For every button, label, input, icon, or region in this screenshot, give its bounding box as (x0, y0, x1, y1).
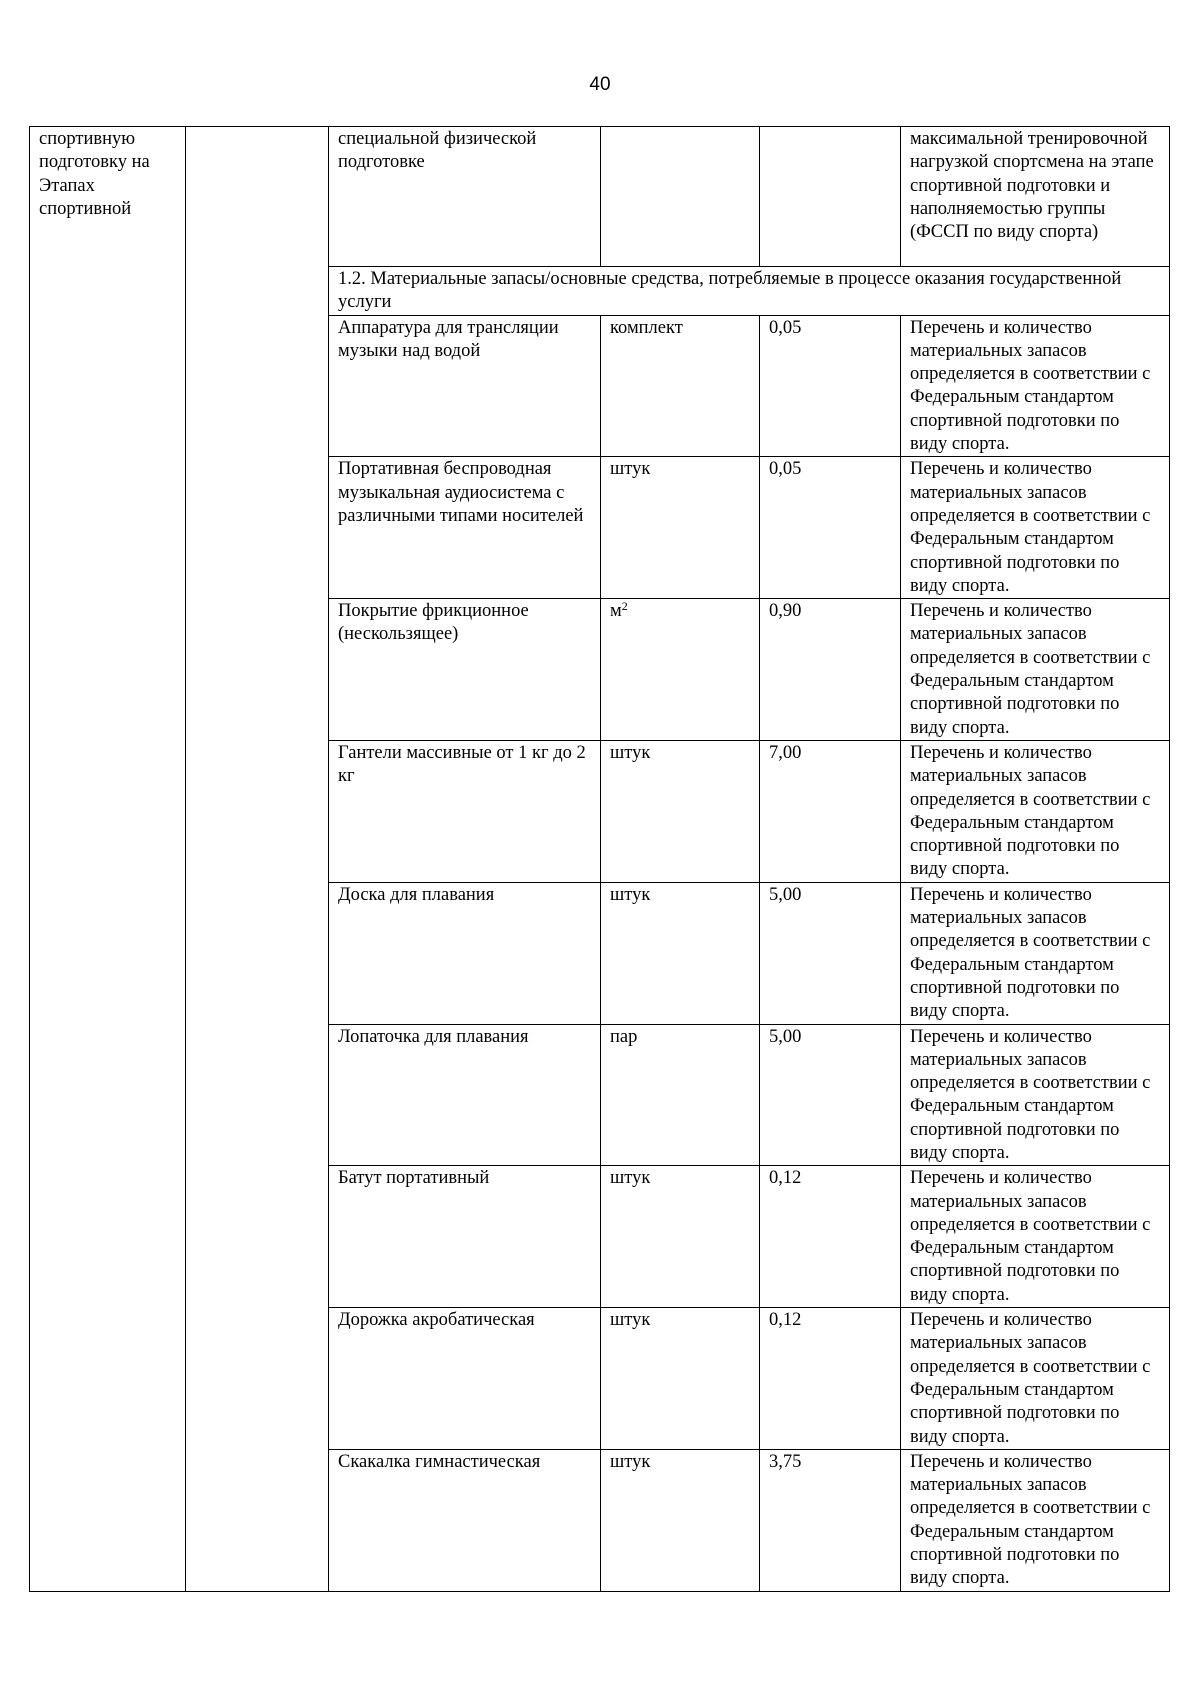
item-unit: м (610, 601, 622, 622)
item-note-cell: Перечень и количество материальных запасов определяется в соответствии с Федеральным стандартом спортивной подготовки по виду спорта. (901, 1024, 1170, 1166)
item-name-cell: Дорожка акробатическая (329, 1308, 601, 1450)
item-unit: штук (610, 1451, 651, 1472)
item-note-cell: Перечень и количество материальных запасов определяется в соответствии с Федеральным стандартом спортивной подготовки по виду спорта. (901, 457, 1170, 599)
item-note-cell: Перечень и количество материальных запасов определяется в соответствии с Федеральным стандартом спортивной подготовки по виду спорта. (901, 315, 1170, 457)
item-quantity-cell: 0,05 (760, 315, 901, 457)
item-name-cell: Батут портативный (329, 1166, 601, 1308)
item-quantity-cell: 0,12 (760, 1166, 901, 1308)
service-name-cell: спортивную подготовку на Этапах спортивной (30, 127, 186, 1592)
item-quantity-cell: 0,90 (760, 599, 901, 741)
item-unit-cell (601, 1308, 760, 1450)
item-unit: штук (610, 1168, 651, 1189)
item-quantity-cell: 7,00 (760, 740, 901, 882)
item-note-cell: Перечень и количество материальных запасов определяется в соответствии с Федеральным стандартом спортивной подготовки по виду спорта. (901, 882, 1170, 1024)
item-name-cell: Аппаратура для трансляции музыки над водой (329, 315, 601, 457)
item-unit: пар (610, 1026, 638, 1047)
item-note-cell: Перечень и количество материальных запасов определяется в соответствии с Федеральным стандартом спортивной подготовки по виду спорта. (901, 740, 1170, 882)
empty-cell (601, 127, 760, 267)
item-unit-cell (601, 1024, 760, 1166)
norm-name-cell: специальной физической подготовке (329, 127, 601, 267)
materials-table (29, 126, 1170, 1592)
item-unit: штук (610, 1310, 651, 1331)
empty-cell (760, 127, 901, 267)
page-number: 40 (589, 74, 611, 95)
item-name-cell: Лопаточка для плавания (329, 1024, 601, 1166)
item-unit: штук (610, 742, 651, 763)
item-unit: штук (610, 459, 651, 480)
section-heading: 1.2. Материальные запасы/основные средства, потребляемые в процессе оказания государственной услуги (329, 267, 1170, 316)
table-row-continuation (30, 127, 1170, 267)
item-quantity-cell: 5,00 (760, 882, 901, 1024)
item-quantity-cell: 5,00 (760, 1024, 901, 1166)
item-unit-superscript: 2 (621, 599, 628, 614)
item-note-cell: Перечень и количество материальных запасов определяется в соответствии с Федеральным стандартом спортивной подготовки по виду спорта. (901, 599, 1170, 741)
item-quantity-cell: 0,12 (760, 1308, 901, 1450)
item-unit-cell (601, 1166, 760, 1308)
empty-cell (186, 127, 329, 1592)
item-unit-cell (601, 599, 760, 741)
item-note-cell: Перечень и количество материальных запасов определяется в соответствии с Федеральным стандартом спортивной подготовки по виду спорта. (901, 1166, 1170, 1308)
item-note-cell: Перечень и количество материальных запасов определяется в соответствии с Федеральным стандартом спортивной подготовки по виду спорта. (901, 1449, 1170, 1591)
item-name-cell: Портативная беспроводная музыкальная аудиосистема с различными типами носителей (329, 457, 601, 599)
item-unit-cell (601, 457, 760, 599)
item-unit-cell (601, 882, 760, 1024)
item-quantity-cell: 0,05 (760, 457, 901, 599)
item-unit-cell (601, 1449, 760, 1591)
item-note-cell: Перечень и количество материальных запасов определяется в соответствии с Федеральным стандартом спортивной подготовки по виду спорта. (901, 1308, 1170, 1450)
item-unit-cell (601, 315, 760, 457)
item-name-cell: Скакалка гимнастическая (329, 1449, 601, 1591)
item-name-cell: Покрытие фрикционное (нескользящее) (329, 599, 601, 741)
item-unit-cell (601, 740, 760, 882)
item-name-cell: Доска для плавания (329, 882, 601, 1024)
item-name-cell: Гантели массивные от 1 кг до 2 кг (329, 740, 601, 882)
item-unit: штук (610, 884, 651, 905)
item-unit: комплект (610, 317, 683, 338)
item-quantity-cell: 3,75 (760, 1449, 901, 1591)
note-cell: максимальной тренировочной нагрузкой спортсмена на этапе спортивной подготовки и наполняемостью группы (ФССП по виду спорта) (901, 127, 1170, 267)
